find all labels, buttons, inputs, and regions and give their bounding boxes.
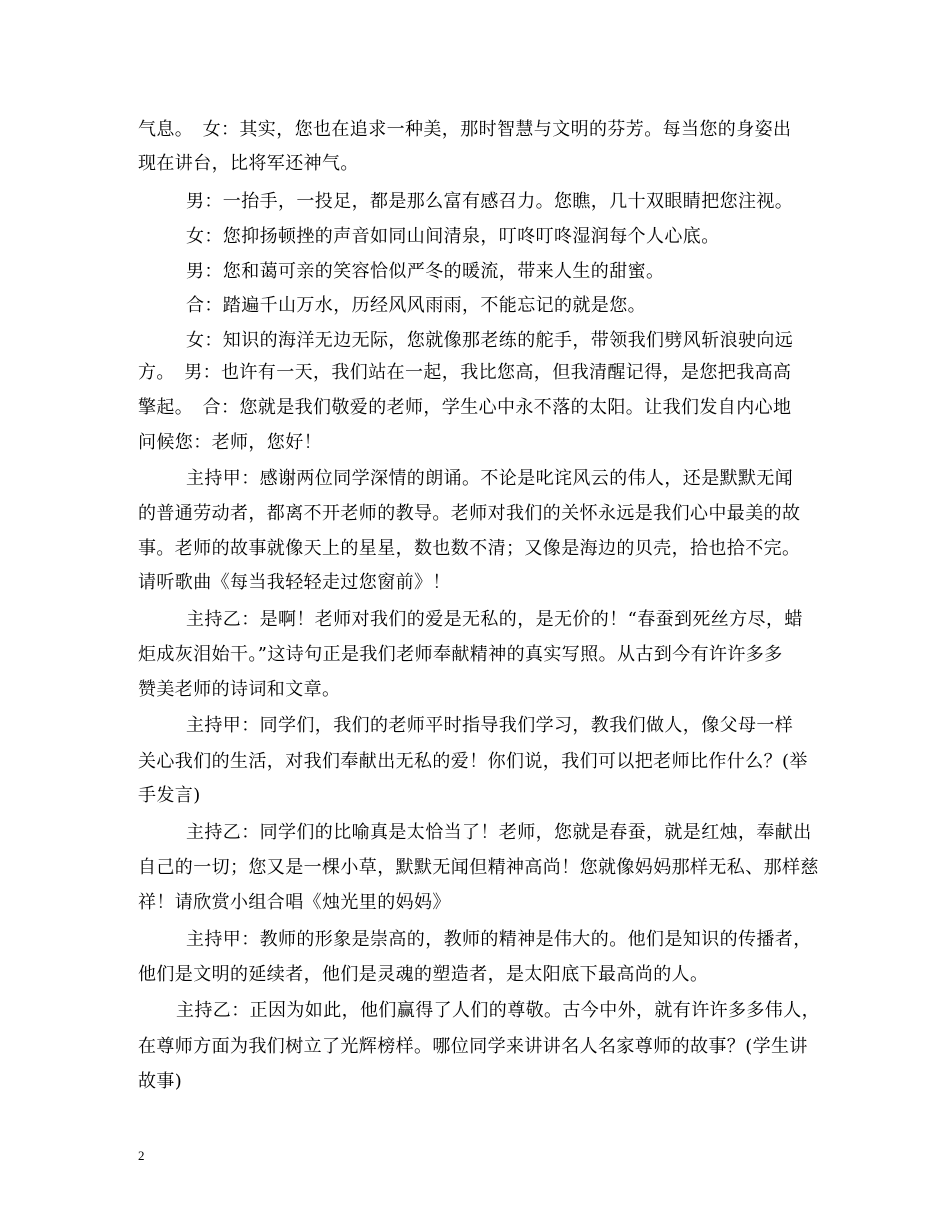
text-line: 问候您：老师，您好！ xyxy=(138,432,322,453)
page-number: 2 xyxy=(138,1148,145,1163)
text-line: 关心我们的生活，对我们奉献出无私的爱！你们说，我们可以把老师比作什么？(举 xyxy=(138,751,808,772)
text-line: 自己的一切；您又是一棵小草，默默无闻但精神高尚！您就像妈妈那样无私、那样慈 xyxy=(138,857,819,878)
text-line: 气息。 女：其实，您也在追求一种美，那时智慧与文明的芬芳。每当您的身姿出 xyxy=(138,119,792,140)
text-line: 现在讲台，比将军还神气。 xyxy=(138,153,359,174)
text-line: 请听歌曲《每当我轻轻走过您窗前》！ xyxy=(138,572,451,593)
text-line: 男：一抬手，一投足，都是那么富有感召力。您瞧，几十双眼睛把您注视。 xyxy=(186,191,794,212)
text-line: 事。老师的故事就像天上的星星，数也数不清；又像是海边的贝壳，拾也拾不完。 xyxy=(138,538,801,559)
text-line: 擎起。 合：您就是我们敬爱的老师，学生心中永不落的太阳。让我们发自内心地 xyxy=(138,397,792,418)
text-line: 方。 男：也许有一天，我们站在一起，我比您高，但我清醒记得，是您把我高高 xyxy=(138,362,792,383)
text-line: 故事) xyxy=(138,1071,183,1092)
text-line: 祥！请欣赏小组合唱《烛光里的妈妈》 xyxy=(138,892,451,913)
text-line: 主持甲：感谢两位同学深情的朗诵。不论是叱诧风云的伟人，还是默默无闻 xyxy=(186,468,794,489)
text-line: 合：踏遍千山万水，历经风风雨雨，不能忘记的就是您。 xyxy=(186,295,646,316)
text-line: 炬成灰泪始干。”这诗句正是我们老师奉献精神的真实写照。从古到今有许许多多 xyxy=(138,644,783,665)
text-line: 手发言) xyxy=(138,785,201,806)
text-line: 主持甲：教师的形象是崇高的，教师的精神是伟大的。他们是知识的传播者， xyxy=(186,929,812,950)
text-line: 的普通劳动者，都离不开老师的教导。老师对我们的关怀永远是我们心中最美的故 xyxy=(138,503,801,524)
text-line: 女：知识的海洋无边无际，您就像那老练的舵手，带领我们劈风斩浪驶向远 xyxy=(186,330,794,351)
text-line: 主持乙：正因为如此，他们赢得了人们的尊敬。古今中外，就有许许多多伟人， xyxy=(176,1000,820,1021)
text-line: 他们是文明的延续者，他们是灵魂的塑造者，是太阳底下最高尚的人。 xyxy=(138,964,709,985)
text-line: 主持乙：同学们的比喻真是太恰当了！老师，您就是春蚕，就是红烛，奉献出 xyxy=(186,822,812,843)
text-line: 男：您和蔼可亲的笑容恰似严冬的暖流，带来人生的甜蜜。 xyxy=(186,261,665,282)
text-line: 赞美老师的诗词和文章。 xyxy=(138,679,341,700)
text-line: 主持甲：同学们，我们的老师平时指导我们学习，教我们做人，像父母一样 xyxy=(186,715,794,736)
text-line: 在尊师方面为我们树立了光辉榜样。哪位同学来讲讲名人名家尊师的故事？(学生讲 xyxy=(138,1036,808,1057)
text-line: 主持乙：是啊！老师对我们的爱是无私的，是无价的！“春蚕到死丝方尽，蜡 xyxy=(186,609,803,630)
text-line: 女：您抑扬顿挫的声音如同山间清泉，叮咚叮咚湿润每个人心底。 xyxy=(186,226,720,247)
